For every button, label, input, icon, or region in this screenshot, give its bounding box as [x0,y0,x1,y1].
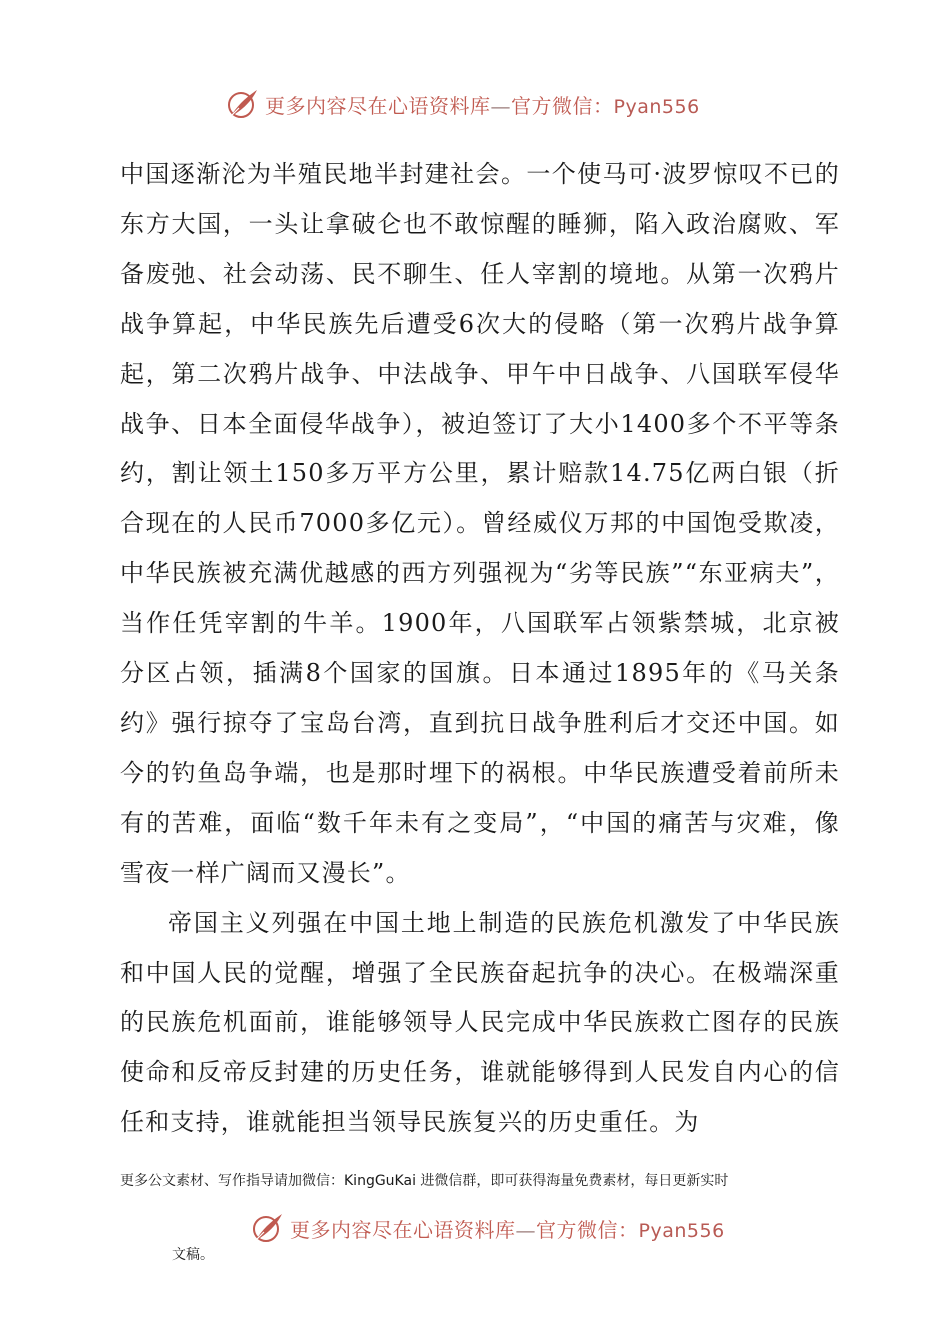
footer-watermark [250,1208,725,1248]
footer-note: 更多公文素材、写作指导请加微信：KingGuKai 进微信群，即可获得海量免费素材，每日更新实时 [120,1173,729,1189]
watermark-text: 更多内容尽在心语资料库—官方微信：Pyan556 [290,1217,725,1242]
paragraph: 中国逐渐沦为半殖民地半封建社会。一个使马可·波罗惊叹不已的东方大国，一头让拿破仑也不敢惊醒的睡狮，陷入政治腐败、军备废弛、社会动荡、民不聊生、任人宰割的境地。从第一次鸦片战争算起，中华民族先后遭受6次大的侵略（第一次鸦片战争算起，第二次鸦片战争、中法战争、甲午中日战争、八国联军侵华战争、日本全面侵华战争），被迫签订了大小1400多个不平等条约，割让领土150多万平方公里，累计赔款14.75亿两白银（折合现在的人民币7000多亿元）。曾经威仪万邦的中国饱受欺凌，中华民族被充满优越感的西方列强视为“劣等民族”“东亚病夫”，当作任凭宰割的牛羊。1900年，八国联军占领紫禁城，北京被分区占领，插满8个国家的国旗。日本通过1895年的《马关条约》强行掠夺了宝岛台湾，直到抗日战争胜利后才交还中国。如今的钓鱼岛争端，也是那时埋下的祸根。中华民族遭受着前所未有的苦难，面临“数千年未有之变局”，“中国的痛苦与灾难，像雪夜一样广阔而又漫长”。 [120,160,840,887]
watermark-text: 更多内容尽在心语资料库—官方微信：Pyan556 [265,93,700,118]
document-body [120,150,840,1148]
header-watermark [225,84,700,124]
quill-pen-icon [225,86,261,122]
footer-note-tail: 文稿。 [172,1247,214,1263]
quill-pen-icon [250,1210,286,1246]
paragraph: 帝国主义列强在中国土地上制造的民族危机激发了中华民族和中国人民的觉醒，增强了全民族奋起抗争的决心。在极端深重的民族危机面前，谁能够领导人民完成中华民族救亡图存的民族使命和反帝反封建的历史任务，谁就能够得到人民发自内心的信任和支持，谁就能担当领导民族复兴的历史重任。为 [120,908,840,1137]
